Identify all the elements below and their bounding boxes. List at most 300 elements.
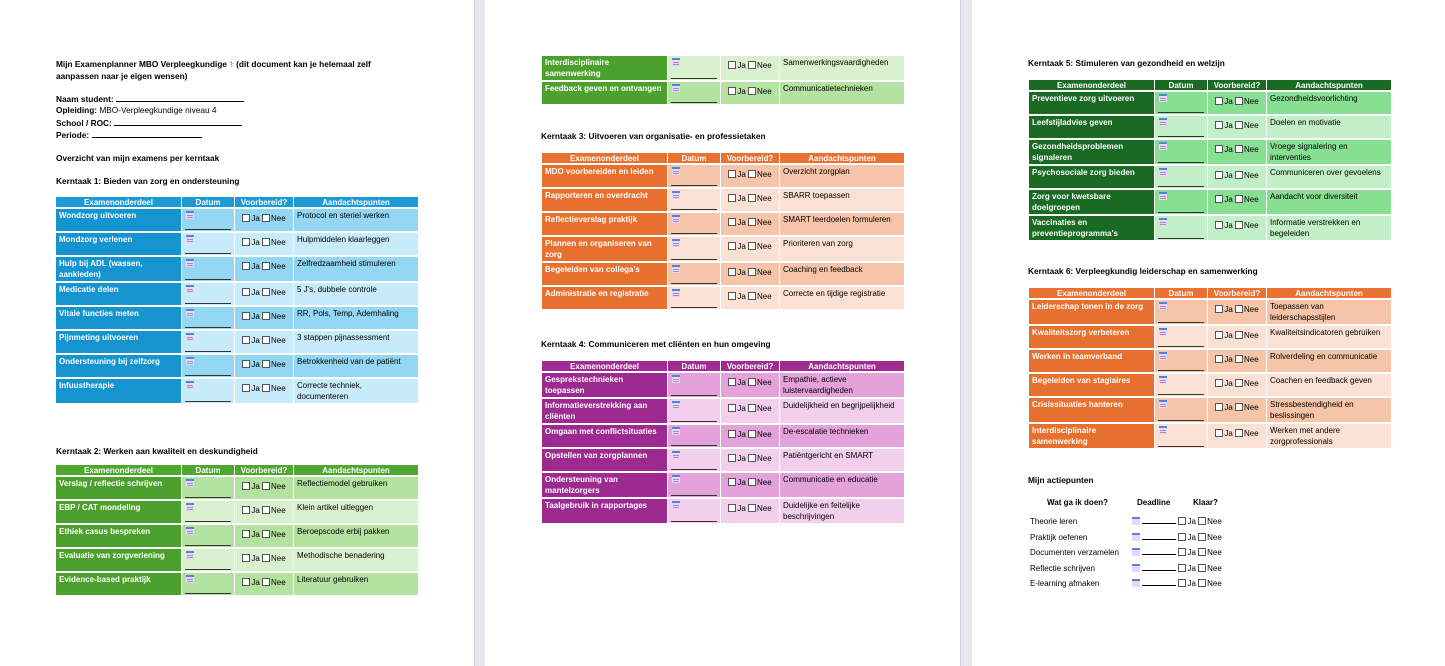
- date-input-line[interactable]: [185, 229, 231, 230]
- datum-cell[interactable]: [1155, 326, 1207, 348]
- checkbox-nee[interactable]: [262, 530, 270, 538]
- checkbox-nee[interactable]: [748, 194, 756, 202]
- checkbox-label: Ja: [251, 384, 260, 393]
- calendar-icon[interactable]: [1132, 533, 1140, 541]
- table-row: [1029, 398, 1391, 422]
- checkbox-label: Nee: [757, 61, 772, 70]
- actiepunt-row: [1030, 530, 1222, 542]
- datum-cell[interactable]: [182, 233, 234, 255]
- examenonderdeel-cell: Kwaliteitszorg verbeteren: [1029, 326, 1154, 348]
- checkbox-ja[interactable]: [1178, 564, 1186, 572]
- checkbox-nee[interactable]: [1235, 331, 1243, 339]
- calendar-icon[interactable]: [1159, 168, 1167, 176]
- table-row: [542, 399, 904, 423]
- checkbox-ja[interactable]: [728, 242, 736, 250]
- date-input-line[interactable]: [185, 569, 231, 570]
- checkbox-ja[interactable]: [242, 482, 250, 490]
- datum-cell[interactable]: [182, 549, 234, 571]
- examenonderdeel-cell: Infuustherapie: [56, 379, 181, 403]
- calendar-icon[interactable]: [672, 289, 680, 297]
- datum-cell[interactable]: [182, 307, 234, 329]
- school-input-line[interactable]: [114, 116, 242, 126]
- calendar-icon[interactable]: [186, 285, 194, 293]
- checkbox-ja[interactable]: [242, 336, 250, 344]
- calendar-icon[interactable]: [672, 401, 680, 409]
- periode-input-line[interactable]: [92, 128, 202, 138]
- calendar-icon[interactable]: [1132, 579, 1140, 587]
- column-header: Examenonderdeel: [1029, 288, 1154, 298]
- datum-cell[interactable]: [182, 209, 234, 231]
- name-input-line[interactable]: [116, 92, 244, 102]
- date-input-line[interactable]: [1158, 446, 1204, 447]
- checkbox-ja[interactable]: [728, 268, 736, 276]
- calendar-icon[interactable]: [672, 239, 680, 247]
- calendar-icon[interactable]: [1159, 302, 1167, 310]
- checkbox-label: Ja: [737, 504, 746, 513]
- checkbox-label: Ja: [251, 554, 260, 563]
- date-input-line[interactable]: [671, 521, 717, 522]
- checkbox-ja[interactable]: [1215, 145, 1223, 153]
- calendar-icon[interactable]: [186, 503, 194, 511]
- checkbox-nee[interactable]: [262, 312, 270, 320]
- checkbox-ja[interactable]: [242, 312, 250, 320]
- checkbox-label: Ja: [1187, 517, 1196, 526]
- calendar-icon[interactable]: [672, 501, 680, 509]
- deadline-input-line[interactable]: [1142, 514, 1176, 524]
- datum-cell[interactable]: [182, 355, 234, 377]
- table-row: [56, 355, 418, 377]
- date-input-line[interactable]: [671, 78, 717, 79]
- calendar-icon[interactable]: [186, 357, 194, 365]
- datum-cell[interactable]: [668, 213, 720, 235]
- actiepunt-row: [1030, 514, 1222, 526]
- examenonderdeel-cell: Omgaan met conflictsituaties: [542, 425, 667, 447]
- datum-cell[interactable]: [668, 237, 720, 261]
- document-page-1: [0, 0, 474, 666]
- aandachtspunten-cell: Coaching en feedback: [780, 263, 904, 285]
- checkbox-label: Nee: [271, 288, 286, 297]
- calendar-icon[interactable]: [1159, 218, 1167, 226]
- voorbereid-cell: [235, 307, 293, 329]
- date-input-line[interactable]: [1158, 136, 1204, 137]
- checkbox-nee[interactable]: [262, 384, 270, 392]
- checkbox-ja[interactable]: [1215, 355, 1223, 363]
- checkbox-ja[interactable]: [1215, 121, 1223, 129]
- aandachtspunten-cell: Rolverdeling en communicatie: [1267, 350, 1391, 372]
- datum-cell[interactable]: [182, 283, 234, 305]
- examenonderdeel-cell: Interdisciplinaire samenwerking: [542, 56, 667, 80]
- examenonderdeel-cell: Begeleiden van collega's: [542, 263, 667, 285]
- checkbox-label: Ja: [1224, 145, 1233, 154]
- checkbox-nee[interactable]: [262, 506, 270, 514]
- examenonderdeel-cell: Administratie en registratie: [542, 287, 667, 309]
- calendar-icon[interactable]: [186, 211, 194, 219]
- date-input-line[interactable]: [671, 185, 717, 186]
- date-input-line[interactable]: [185, 593, 231, 594]
- checkbox-ja[interactable]: [1215, 305, 1223, 313]
- calendar-icon[interactable]: [672, 265, 680, 273]
- examenonderdeel-cell: Plannen en organiseren van zorg: [542, 237, 667, 261]
- aandachtspunten-cell: Duidelijke en feitelijke beschrijvingen: [780, 499, 904, 523]
- date-input-line[interactable]: [671, 469, 717, 470]
- table-row: [56, 233, 418, 255]
- checkbox-ja[interactable]: [242, 262, 250, 270]
- checkbox-ja[interactable]: [242, 214, 250, 222]
- checkbox-ja[interactable]: [1178, 517, 1186, 525]
- checkbox-label: Nee: [271, 578, 286, 587]
- column-header: Voorbereid?: [235, 465, 293, 475]
- examenonderdeel-cell: Informatieverstrekking aan cliënten: [542, 399, 667, 423]
- checkbox-ja[interactable]: [728, 430, 736, 438]
- actiepunt-label: Documenten verzamelen: [1030, 548, 1119, 557]
- checkbox-nee[interactable]: [262, 262, 270, 270]
- voorbereid-cell: [1208, 374, 1266, 396]
- table-header-row: [1029, 80, 1391, 90]
- date-input-line[interactable]: [671, 307, 717, 308]
- date-input-line[interactable]: [671, 102, 717, 103]
- datum-cell[interactable]: [1155, 190, 1207, 214]
- deadline-input-line[interactable]: [1142, 576, 1176, 586]
- checkbox-nee[interactable]: [1235, 145, 1243, 153]
- examenonderdeel-cell: Psychosociale zorg bieden: [1029, 166, 1154, 188]
- date-input-line[interactable]: [1158, 238, 1204, 239]
- date-input-line[interactable]: [185, 521, 231, 522]
- datum-cell[interactable]: [668, 56, 720, 80]
- checkbox-nee[interactable]: [748, 292, 756, 300]
- checkbox-nee[interactable]: [748, 478, 756, 486]
- checkbox-nee[interactable]: [748, 87, 756, 95]
- checkbox-nee[interactable]: [1198, 564, 1206, 572]
- examenonderdeel-cell: Gezondheidsproblemen signaleren: [1029, 140, 1154, 164]
- checkbox-ja[interactable]: [242, 288, 250, 296]
- checkbox-ja[interactable]: [1178, 533, 1186, 541]
- checkbox-ja[interactable]: [1215, 403, 1223, 411]
- date-input-line[interactable]: [185, 279, 231, 280]
- date-input-line[interactable]: [671, 233, 717, 234]
- datum-cell[interactable]: [668, 425, 720, 447]
- checkbox-label: Ja: [737, 478, 746, 487]
- checkbox-label: Nee: [1244, 379, 1259, 388]
- checkbox-nee[interactable]: [1235, 97, 1243, 105]
- date-input-line[interactable]: [671, 283, 717, 284]
- date-input-line[interactable]: [185, 401, 231, 402]
- table-row: [1029, 140, 1391, 164]
- datum-cell[interactable]: [182, 331, 234, 353]
- checkbox-nee[interactable]: [262, 482, 270, 490]
- checkbox-label: Ja: [737, 292, 746, 301]
- date-input-line[interactable]: [671, 259, 717, 260]
- checkbox-label: Ja: [1187, 548, 1196, 557]
- date-input-line[interactable]: [1158, 346, 1204, 347]
- checkbox-label: Ja: [1187, 532, 1196, 542]
- date-input-line[interactable]: [671, 395, 717, 396]
- checkbox-nee[interactable]: [748, 218, 756, 226]
- checkbox-label: Ja: [251, 482, 260, 491]
- table-row: [56, 573, 418, 595]
- datum-cell[interactable]: [668, 189, 720, 211]
- datum-cell[interactable]: [668, 473, 720, 497]
- checkbox-nee[interactable]: [748, 404, 756, 412]
- checkbox-nee[interactable]: [1235, 379, 1243, 387]
- checkbox-nee[interactable]: [1198, 517, 1206, 525]
- date-input-line[interactable]: [671, 495, 717, 496]
- calendar-icon[interactable]: [1159, 118, 1167, 126]
- examenonderdeel-cell: EBP / CAT mondeling: [56, 501, 181, 523]
- date-input-line[interactable]: [185, 375, 231, 376]
- table-row: [56, 549, 418, 571]
- checkbox-nee[interactable]: [1235, 171, 1243, 179]
- checkbox-ja[interactable]: [728, 87, 736, 95]
- checkbox-ja[interactable]: [1215, 97, 1223, 105]
- datum-cell[interactable]: [1155, 140, 1207, 164]
- deadline-input-line[interactable]: [1142, 545, 1176, 555]
- date-input-line[interactable]: [1158, 420, 1204, 421]
- examenonderdeel-cell: Vitale functies meten: [56, 307, 181, 329]
- calendar-icon[interactable]: [1132, 517, 1140, 525]
- calendar-icon[interactable]: [1159, 192, 1167, 200]
- checkbox-label: Nee: [271, 262, 286, 271]
- checkbox-nee[interactable]: [1198, 579, 1206, 587]
- datum-cell[interactable]: [1155, 374, 1207, 396]
- checkbox-label: Nee: [1244, 97, 1259, 106]
- datum-cell[interactable]: [1155, 216, 1207, 240]
- aandachtspunten-cell: Beroepscode erbij pakken: [294, 525, 418, 547]
- calendar-icon[interactable]: [186, 575, 194, 583]
- checkbox-nee[interactable]: [1198, 533, 1206, 541]
- checkbox-ja[interactable]: [242, 238, 250, 246]
- datum-cell[interactable]: [182, 257, 234, 281]
- examenonderdeel-cell: Leiderschap tonen in de zorg: [1029, 300, 1154, 324]
- checkbox-ja[interactable]: [1215, 379, 1223, 387]
- checkbox-nee[interactable]: [262, 214, 270, 222]
- checkbox-ja[interactable]: [1215, 331, 1223, 339]
- deadline-input-line[interactable]: [1142, 561, 1176, 571]
- calendar-icon[interactable]: [1159, 352, 1167, 360]
- datum-cell[interactable]: [1155, 116, 1207, 138]
- column-header: Datum: [1155, 288, 1207, 298]
- checkbox-nee[interactable]: [1235, 195, 1243, 203]
- checkbox-ja[interactable]: [728, 170, 736, 178]
- checkbox-ja[interactable]: [242, 506, 250, 514]
- checkbox-ja[interactable]: [242, 360, 250, 368]
- checkbox-label: Nee: [271, 360, 286, 369]
- checkbox-label: Nee: [757, 454, 772, 463]
- datum-cell[interactable]: [668, 82, 720, 104]
- calendar-icon[interactable]: [672, 215, 680, 223]
- checkbox-nee[interactable]: [748, 454, 756, 462]
- datum-cell[interactable]: [1155, 350, 1207, 372]
- calendar-icon[interactable]: [672, 84, 680, 92]
- checkbox-ja[interactable]: [1178, 579, 1186, 587]
- datum-cell[interactable]: [1155, 398, 1207, 422]
- calendar-icon[interactable]: [1132, 564, 1140, 572]
- calendar-icon[interactable]: [1159, 142, 1167, 150]
- date-input-line[interactable]: [1158, 162, 1204, 163]
- checkbox-ja[interactable]: [1215, 429, 1223, 437]
- calendar-icon[interactable]: [672, 427, 680, 435]
- date-input-line[interactable]: [185, 351, 231, 352]
- examenonderdeel-cell: Pijnmeting uitvoeren: [56, 331, 181, 353]
- column-header: Examenonderdeel: [542, 361, 667, 371]
- datum-cell[interactable]: [668, 287, 720, 309]
- checkbox-ja[interactable]: [728, 292, 736, 300]
- date-input-line[interactable]: [185, 497, 231, 498]
- table-row: [542, 373, 904, 397]
- field-periode[interactable]: [56, 128, 202, 141]
- deadline-input-line[interactable]: [1142, 530, 1176, 540]
- datum-cell[interactable]: [182, 501, 234, 523]
- datum-cell[interactable]: [182, 573, 234, 595]
- checkbox-ja[interactable]: [1178, 548, 1186, 556]
- checkbox-ja[interactable]: [728, 378, 736, 386]
- checkbox-nee[interactable]: [262, 554, 270, 562]
- calendar-icon[interactable]: [672, 58, 680, 66]
- column-header: Examenonderdeel: [56, 465, 181, 475]
- actiepunt-label: Praktijk oefenen: [1030, 532, 1088, 542]
- calendar-icon[interactable]: [1159, 94, 1167, 102]
- date-input-line[interactable]: [1158, 112, 1204, 113]
- actiepunten-header-klaar: Klaar?: [1193, 498, 1218, 507]
- examenonderdeel-cell: Evaluatie van zorgverlening: [56, 549, 181, 571]
- calendar-icon[interactable]: [186, 551, 194, 559]
- date-input-line[interactable]: [185, 253, 231, 254]
- checkbox-label: Nee: [757, 170, 772, 179]
- checkbox-ja[interactable]: [1215, 195, 1223, 203]
- calendar-icon[interactable]: [1159, 376, 1167, 384]
- checkbox-label: Ja: [737, 378, 746, 387]
- checkbox-label: Nee: [1244, 331, 1259, 340]
- date-input-line[interactable]: [185, 545, 231, 546]
- calendar-icon[interactable]: [1159, 426, 1167, 434]
- date-input-line[interactable]: [185, 327, 231, 328]
- calendar-icon[interactable]: [186, 381, 194, 389]
- checkbox-nee[interactable]: [262, 238, 270, 246]
- checkbox-nee[interactable]: [1235, 403, 1243, 411]
- datum-cell[interactable]: [668, 399, 720, 423]
- datum-cell[interactable]: [182, 379, 234, 403]
- checkbox-ja[interactable]: [1215, 221, 1223, 229]
- checkbox-label: Ja: [251, 530, 260, 539]
- checkbox-ja[interactable]: [1215, 171, 1223, 179]
- datum-cell[interactable]: [668, 263, 720, 285]
- checkbox-ja[interactable]: [728, 454, 736, 462]
- checkbox-nee[interactable]: [1235, 121, 1243, 129]
- datum-cell[interactable]: [1155, 424, 1207, 448]
- date-input-line[interactable]: [1158, 370, 1204, 371]
- checkbox-nee[interactable]: [748, 242, 756, 250]
- aandachtspunten-cell: Correcte en tijdige registratie: [780, 287, 904, 309]
- checkbox-ja[interactable]: [728, 404, 736, 412]
- calendar-icon[interactable]: [672, 167, 680, 175]
- calendar-icon[interactable]: [186, 479, 194, 487]
- aandachtspunten-cell: Gezondheidsvoorlichting: [1267, 92, 1391, 114]
- calendar-icon[interactable]: [672, 475, 680, 483]
- date-input-line[interactable]: [1158, 394, 1204, 395]
- datum-cell[interactable]: [182, 525, 234, 547]
- table-header-row: [1029, 288, 1391, 298]
- datum-cell[interactable]: [182, 477, 234, 499]
- date-input-line[interactable]: [671, 445, 717, 446]
- checkbox-nee[interactable]: [748, 170, 756, 178]
- checkbox-ja[interactable]: [728, 504, 736, 512]
- kerntaak-6-title: Kerntaak 6: Verpleegkundig leiderschap en samenwerking: [1028, 266, 1258, 276]
- checkbox-label: Nee: [271, 336, 286, 345]
- datum-cell[interactable]: [1155, 92, 1207, 114]
- calendar-icon[interactable]: [1132, 548, 1140, 556]
- checkbox-nee[interactable]: [748, 430, 756, 438]
- checkbox-nee[interactable]: [1235, 355, 1243, 363]
- checkbox-nee[interactable]: [748, 378, 756, 386]
- voorbereid-cell: [721, 82, 779, 104]
- calendar-icon[interactable]: [672, 451, 680, 459]
- datum-cell[interactable]: [668, 449, 720, 471]
- date-input-line[interactable]: [1158, 322, 1204, 323]
- date-input-line[interactable]: [671, 209, 717, 210]
- checkbox-nee[interactable]: [1198, 548, 1206, 556]
- checkbox-label: Nee: [1244, 221, 1259, 230]
- checkbox-label: Nee: [757, 218, 772, 227]
- date-input-line[interactable]: [671, 421, 717, 422]
- table-row: [542, 287, 904, 309]
- actiepunten-header-wat: Wat ga ik doen?: [1047, 498, 1109, 507]
- table-row: [56, 379, 418, 403]
- date-input-line[interactable]: [1158, 186, 1204, 187]
- datum-cell[interactable]: [668, 165, 720, 187]
- aandachtspunten-cell: Patiëntgericht en SMART: [780, 449, 904, 471]
- voorbereid-cell: [1208, 190, 1266, 214]
- datum-cell[interactable]: [668, 499, 720, 523]
- aandachtspunten-cell: Informatie verstrekken en begeleiden: [1267, 216, 1391, 240]
- checkbox-nee[interactable]: [1235, 305, 1243, 313]
- calendar-icon[interactable]: [186, 259, 194, 267]
- checkbox-nee[interactable]: [262, 360, 270, 368]
- checkbox-ja[interactable]: [728, 61, 736, 69]
- checkbox-ja[interactable]: [242, 578, 250, 586]
- datum-cell[interactable]: [1155, 300, 1207, 324]
- calendar-icon[interactable]: [672, 375, 680, 383]
- calendar-icon[interactable]: [186, 309, 194, 317]
- calendar-icon[interactable]: [186, 527, 194, 535]
- voorbereid-cell: [721, 473, 779, 497]
- calendar-icon[interactable]: [186, 235, 194, 243]
- checkbox-ja[interactable]: [728, 218, 736, 226]
- checkbox-nee[interactable]: [748, 268, 756, 276]
- checkbox-ja[interactable]: [242, 530, 250, 538]
- checkbox-nee[interactable]: [262, 336, 270, 344]
- calendar-icon[interactable]: [1159, 400, 1167, 408]
- datum-cell[interactable]: [668, 373, 720, 397]
- checkbox-ja[interactable]: [242, 554, 250, 562]
- calendar-icon[interactable]: [672, 191, 680, 199]
- checkbox-nee[interactable]: [748, 61, 756, 69]
- date-input-line[interactable]: [185, 303, 231, 304]
- date-input-line[interactable]: [1158, 212, 1204, 213]
- checkbox-ja[interactable]: [242, 384, 250, 392]
- checkbox-nee[interactable]: [262, 288, 270, 296]
- checkbox-ja[interactable]: [728, 194, 736, 202]
- column-header: Examenonderdeel: [542, 153, 667, 163]
- calendar-icon[interactable]: [1159, 328, 1167, 336]
- datum-cell[interactable]: [1155, 166, 1207, 188]
- checkbox-nee[interactable]: [1235, 429, 1243, 437]
- checkbox-nee[interactable]: [748, 504, 756, 512]
- voorbereid-cell: [721, 287, 779, 309]
- checkbox-label: Nee: [271, 482, 286, 491]
- checkbox-nee[interactable]: [262, 578, 270, 586]
- calendar-icon[interactable]: [186, 333, 194, 341]
- checkbox-ja[interactable]: [728, 478, 736, 486]
- checkbox-nee[interactable]: [1235, 221, 1243, 229]
